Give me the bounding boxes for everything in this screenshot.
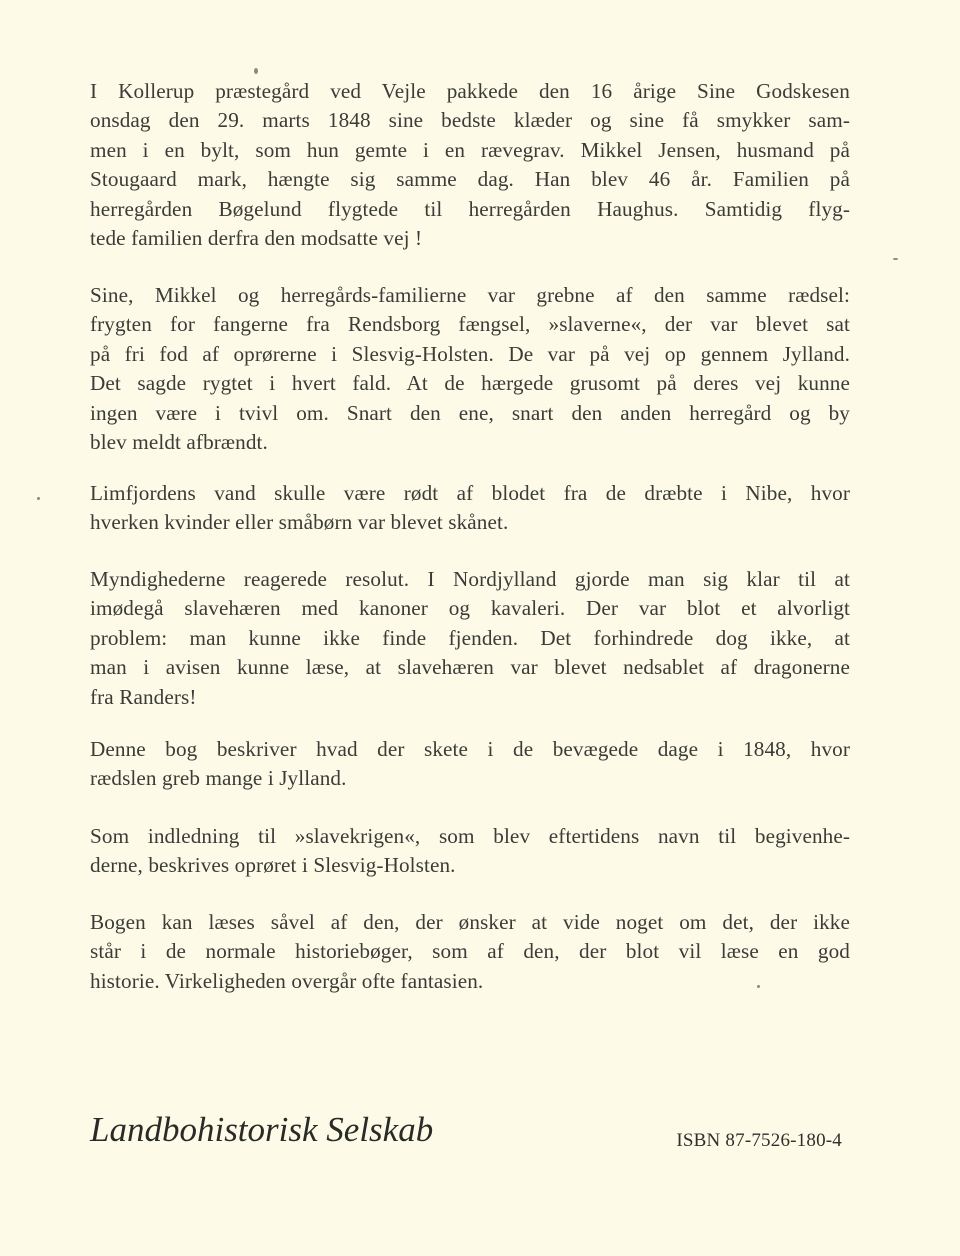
text-line: blev meldt afbrændt. bbox=[90, 430, 268, 455]
print-speck bbox=[757, 985, 760, 988]
text-line: hverken kvinder eller småbørn var blevet skånet. bbox=[90, 510, 509, 535]
text-line: står i de normale historiebøger, som af den, der blot vil læse en god bbox=[90, 939, 850, 964]
paragraph-fear bbox=[90, 281, 850, 457]
paragraph-limfjord bbox=[90, 479, 850, 538]
text-line: derne, beskrives oprøret i Slesvig-Holsten. bbox=[90, 853, 456, 878]
text-line: Som indledning til »slavekrigen«, som blev eftertidens navn til begivenhe- bbox=[90, 824, 850, 848]
text-line: men i en bylt, som hun gemte i en rævegrav. Mikkel Jensen, husmand på bbox=[90, 137, 850, 162]
paragraph-introduction bbox=[90, 822, 850, 881]
publisher-name: Landbohistorisk Selskab bbox=[90, 1110, 434, 1149]
text-line: tede familien derfra den modsatte vej ! bbox=[90, 226, 423, 251]
text-line: historie. Virkeligheden overgår ofte fantasien. bbox=[90, 968, 484, 993]
text-line: imødegå slavehæren med kanoner og kavaleri. Der var blot et alvorligt bbox=[90, 596, 850, 621]
paragraph-intro bbox=[90, 77, 850, 253]
text-line: Det sagde rygtet i hvert fald. At de hærgede grusomt på deres vej kunne bbox=[90, 371, 850, 396]
text-line: rædslen greb mange i Jylland. bbox=[90, 766, 347, 791]
text-line: Stougaard mark, hængte sig samme dag. Han blev 46 år. Familien på bbox=[90, 167, 850, 192]
text-line: I Kollerup præstegård ved Vejle pakkede den 16 årige Sine Godskesen bbox=[90, 79, 850, 103]
text-line: Bogen kan læses såvel af den, der ønsker at vide noget om det, der ikke bbox=[90, 910, 850, 934]
text-line: på fri fod af oprørerne i Slesvig-Holsten. De var på vej op gennem Jylland. bbox=[90, 341, 850, 366]
text-line: man i avisen kunne læse, at slavehæren var blevet nedsablet af dragonerne bbox=[90, 655, 850, 680]
text-line: Myndighederne reagerede resolut. I Nordjylland gjorde man sig klar til at bbox=[90, 567, 850, 591]
text-line: frygten for fangerne fra Rendsborg fængsel, »slaverne«, der var blevet sat bbox=[90, 312, 850, 337]
paragraph-readership bbox=[90, 908, 850, 996]
text-line: Denne bog beskriver hvad der skete i de bevægede dage i 1848, hvor bbox=[90, 737, 850, 761]
text-line: herregården Bøgelund flygtede til herregården Haughus. Samtidig flyg- bbox=[90, 196, 850, 221]
text-line: Sine, Mikkel og herregårds-familierne var grebne af den samme rædsel: bbox=[90, 283, 850, 307]
text-line: Limfjordens vand skulle være rødt af blodet fra de dræbte i Nibe, hvor bbox=[90, 481, 850, 505]
text-line: onsdag den 29. marts 1848 sine bedste klæder og sine få smykker sam- bbox=[90, 108, 850, 133]
text-line: ingen være i tvivl om. Snart den ene, snart den anden herregård og by bbox=[90, 400, 850, 425]
isbn-number: ISBN 87-7526-180-4 bbox=[676, 1130, 842, 1151]
text-line: problem: man kunne ikke finde fjenden. Det forhindrede dog ikke, at bbox=[90, 625, 850, 650]
text-line: fra Randers! bbox=[90, 684, 197, 709]
paragraph-authorities bbox=[90, 565, 850, 712]
print-speck bbox=[893, 258, 898, 260]
paragraph-book-description bbox=[90, 735, 850, 794]
print-speck bbox=[254, 68, 258, 74]
print-speck bbox=[37, 497, 40, 500]
